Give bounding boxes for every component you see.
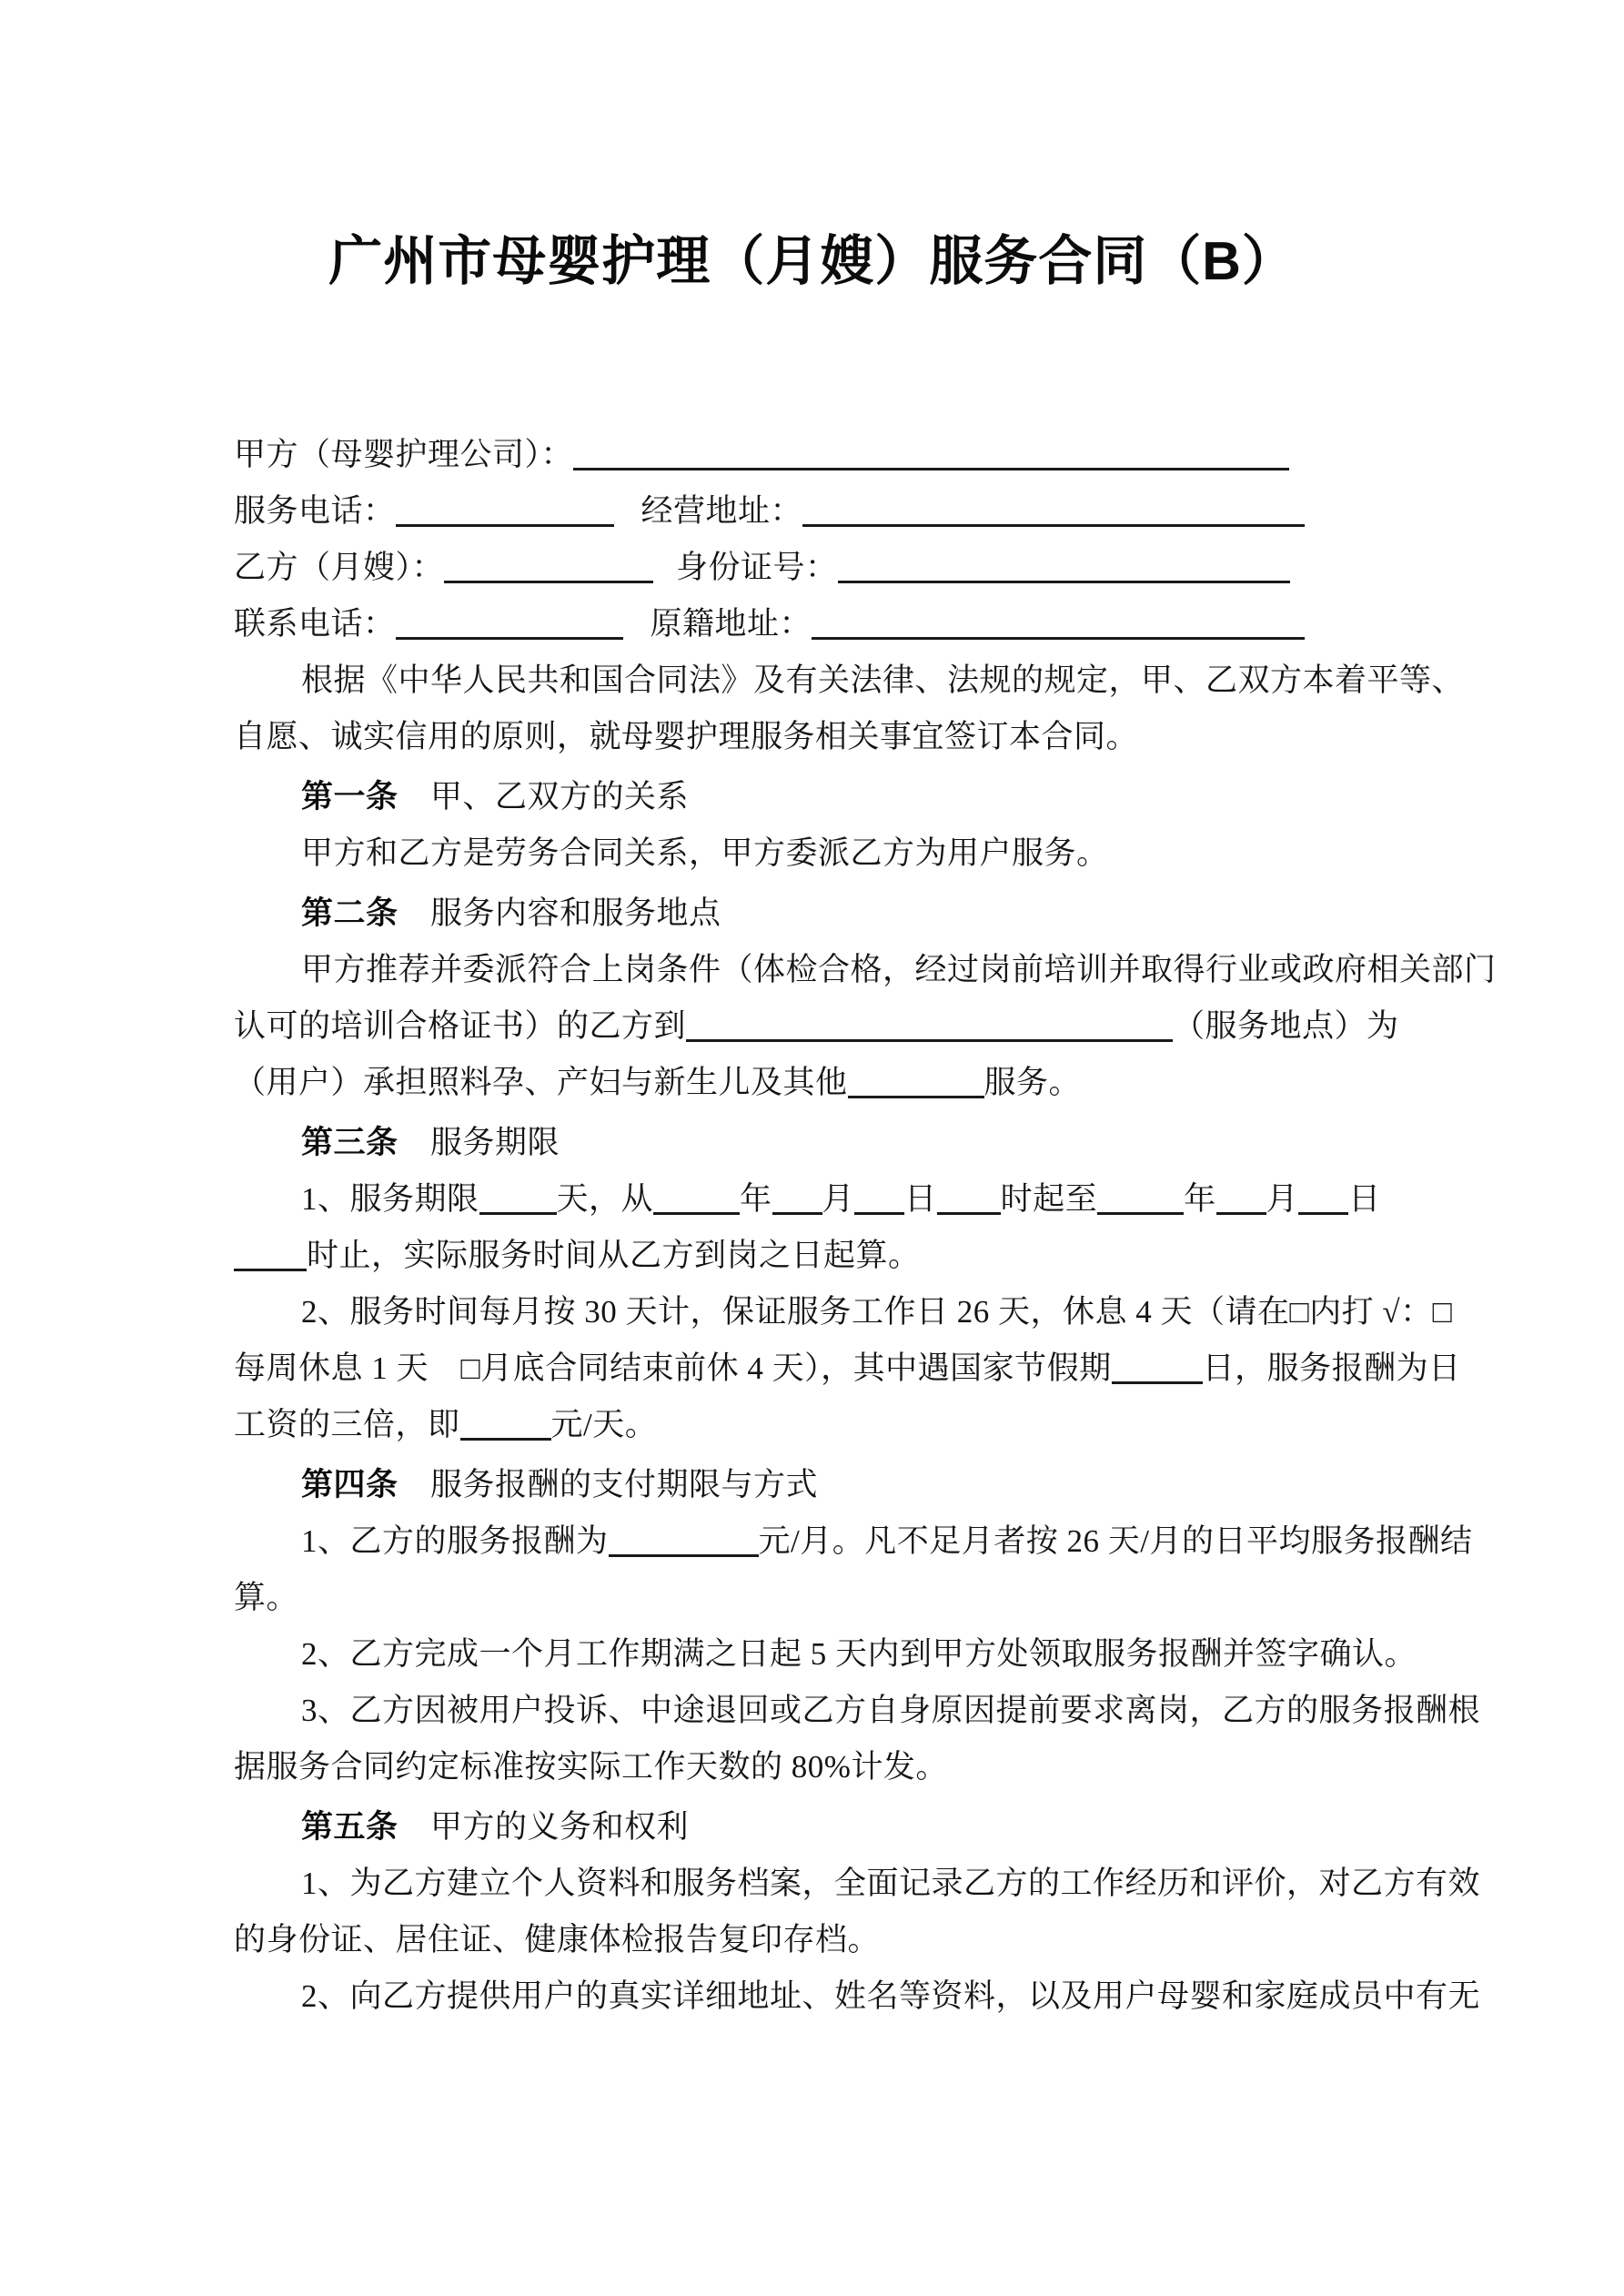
blank-underline xyxy=(653,1194,740,1215)
text-run: 甲方推荐并委派符合上岗条件（体检合格，经过岗前培训并取得行业或政府相关部门 xyxy=(301,952,1497,987)
text-run: 2、服务时间每月按 30 天计，保证服务工作日 26 天，休息 4 天（请在□内打 √：□ xyxy=(301,1294,1453,1330)
text-line xyxy=(234,1856,1481,1912)
text-run: 元/月。凡不足月者按 26 天/月的日平均服务报酬结 xyxy=(758,1523,1473,1559)
blank-underline xyxy=(848,1077,984,1098)
text-line xyxy=(234,652,1465,709)
blank-underline xyxy=(1112,1363,1203,1384)
text-line xyxy=(234,1513,1473,1570)
text-line xyxy=(234,942,1497,998)
text-run: 2、乙方完成一个月工作期满之日起 5 天内到甲方处领取服务报酬并签字确认。 xyxy=(301,1636,1417,1672)
article-heading xyxy=(234,885,1391,942)
text-run: 3、乙方因被用户投诉、中途退回或乙方自身原因提前要求离岗，乙方的服务报酬根 xyxy=(301,1693,1481,1728)
text-line xyxy=(234,1397,1391,1453)
blank-underline xyxy=(573,450,1289,470)
form-line xyxy=(234,596,1391,652)
blank-underline xyxy=(937,1194,1001,1215)
article-number: 第一条 xyxy=(301,779,398,814)
text-run: （用户）承担照料孕、产妇与新生儿及其他 xyxy=(234,1065,848,1100)
text-run: 1、为乙方建立个人资料和服务档案，全面记录乙方的工作经历和评价，对乙方有效 xyxy=(301,1866,1481,1901)
text-run: （服务地点）为 xyxy=(1173,1008,1399,1044)
text-line xyxy=(234,825,1391,882)
text-run: 1、乙方的服务报酬为 xyxy=(301,1523,609,1559)
form-line xyxy=(234,427,1391,483)
text-run: 服务电话： xyxy=(234,493,396,529)
text-run: 服务。 xyxy=(983,1065,1082,1100)
blank-underline xyxy=(1216,1194,1266,1215)
spacer xyxy=(653,577,676,578)
blank-underline xyxy=(234,1250,307,1271)
text-run: 甲、乙双方的关系 xyxy=(398,779,690,814)
spacer xyxy=(623,633,651,634)
text-line xyxy=(234,998,1399,1055)
blank-underline xyxy=(396,506,614,527)
article-heading xyxy=(234,1115,1391,1171)
text-run: 时止，实际服务时间从乙方到岗之日起算。 xyxy=(307,1238,921,1273)
text-run: 年 xyxy=(1184,1181,1216,1217)
text-run: 甲方的义务和权利 xyxy=(398,1809,690,1845)
blank-underline xyxy=(479,1194,557,1215)
text-line xyxy=(234,1968,1481,2025)
text-run: 根据《中华人民共和国合同法》及有关法律、法规的规定，甲、乙双方本着平等、 xyxy=(301,663,1465,698)
blank-underline xyxy=(1097,1194,1184,1215)
text-run: 日 xyxy=(1348,1181,1381,1217)
article-heading xyxy=(234,769,1391,825)
text-line xyxy=(234,1912,1391,1968)
text-run: 1、服务期限 xyxy=(301,1181,479,1217)
text-line xyxy=(234,1570,1391,1626)
text-run: 服务报酬的支付期限与方式 xyxy=(398,1467,819,1502)
text-run: 服务内容和服务地点 xyxy=(398,895,721,931)
text-line xyxy=(234,1171,1391,1228)
blank-underline xyxy=(772,1194,822,1215)
text-run: 时起至 xyxy=(1000,1181,1098,1217)
blank-underline xyxy=(609,1536,759,1557)
article-heading xyxy=(234,1799,1391,1856)
blank-underline xyxy=(460,1420,551,1441)
text-run: 日，服务报酬为日 xyxy=(1202,1350,1461,1386)
article-number: 第五条 xyxy=(301,1809,398,1845)
text-run: 元/天。 xyxy=(550,1407,658,1442)
article-number: 第二条 xyxy=(301,895,398,931)
blank-underline xyxy=(1298,1194,1348,1215)
article-number: 第三条 xyxy=(301,1125,398,1160)
text-run: 自愿、诚实信用的原则，就母婴护理服务相关事宜签订本合同。 xyxy=(234,719,1139,754)
blank-underline xyxy=(686,1021,1173,1042)
text-run: 乙方（月嫂）： xyxy=(234,550,445,585)
text-run: 每周休息 1 天 □月底合同结束前休 4 天），其中遇国家节假期 xyxy=(234,1350,1112,1386)
text-run: 身份证号： xyxy=(676,550,838,585)
form-line xyxy=(234,483,1391,540)
text-run: 日 xyxy=(904,1181,937,1217)
text-run: 服务期限 xyxy=(398,1125,560,1160)
text-run: 算。 xyxy=(234,1580,299,1615)
text-run: 原籍地址： xyxy=(650,606,812,642)
text-line xyxy=(234,1739,1391,1795)
text-run: 认可的培训合格证书）的乙方到 xyxy=(234,1008,687,1044)
blank-underline xyxy=(854,1194,904,1215)
text-run: 天，从 xyxy=(556,1181,654,1217)
text-run: 年 xyxy=(740,1181,772,1217)
text-run: 甲方和乙方是劳务合同关系，甲方委派乙方为用户服务。 xyxy=(301,835,1109,871)
text-line xyxy=(234,1055,1391,1111)
text-run: 工资的三倍，即 xyxy=(234,1407,460,1442)
text-run: 的身份证、居住证、健康体检报告复印存档。 xyxy=(234,1922,881,1957)
text-run: 月 xyxy=(822,1181,855,1217)
blank-underline xyxy=(444,562,653,583)
text-run: 2、向乙方提供用户的真实详细地址、姓名等资料，以及用户母婴和家庭成员中有无 xyxy=(301,1978,1481,2014)
text-line xyxy=(234,1340,1461,1397)
blank-underline xyxy=(838,562,1290,583)
text-run: 经营地址： xyxy=(641,493,803,529)
contract-body xyxy=(234,427,1497,2025)
text-line xyxy=(234,709,1391,765)
text-line xyxy=(234,1683,1481,1739)
blank-underline xyxy=(396,619,623,640)
text-run: 甲方（母婴护理公司）： xyxy=(234,437,574,472)
text-run: 联系电话： xyxy=(234,606,396,642)
text-line xyxy=(234,1626,1417,1683)
text-run: 据服务合同约定标准按实际工作天数的 80%计发。 xyxy=(234,1749,948,1785)
article-number: 第四条 xyxy=(301,1467,398,1502)
text-line xyxy=(234,1228,1391,1284)
blank-underline xyxy=(802,506,1305,527)
text-run: 月 xyxy=(1266,1181,1299,1217)
form-line xyxy=(234,540,1391,596)
article-heading xyxy=(234,1457,1391,1513)
text-line xyxy=(234,1284,1453,1340)
page-title: 广州市母婴护理（月嫂）服务合同（B） xyxy=(328,231,1296,291)
blank-underline xyxy=(812,619,1305,640)
